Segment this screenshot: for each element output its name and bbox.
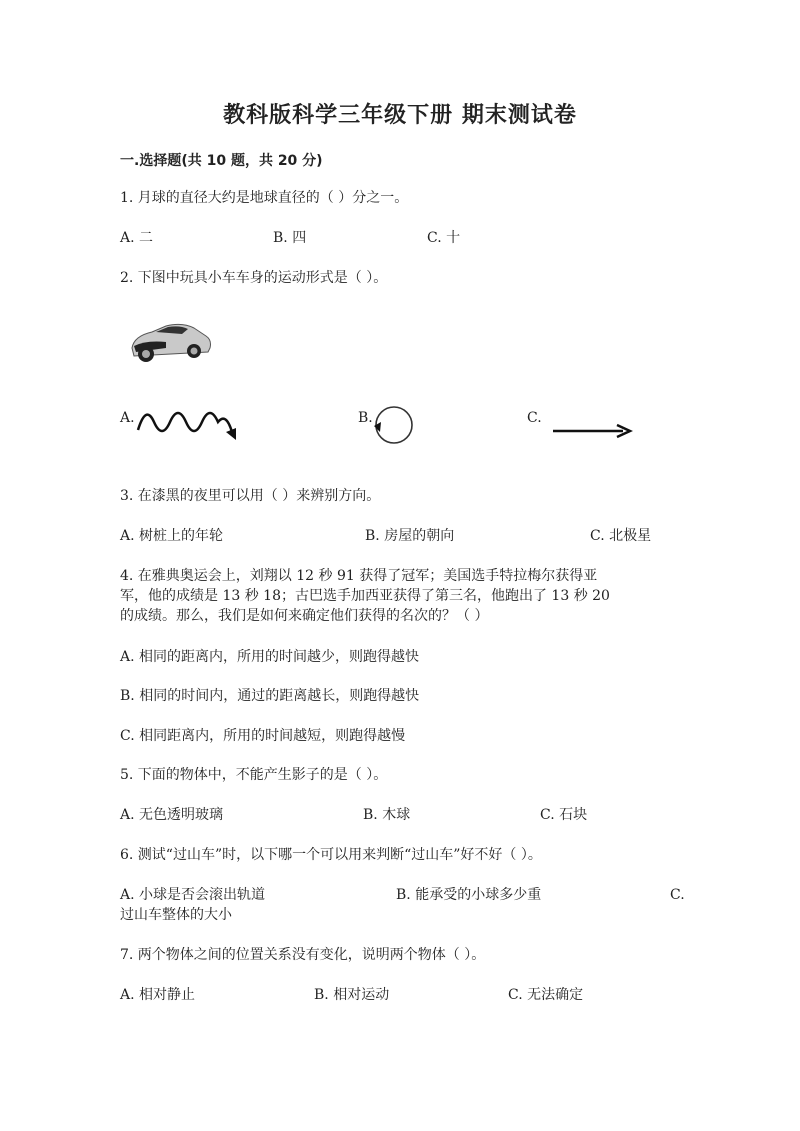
question-4-option-a: A. 相同的距离内，所用的时间越少，则跑得越快 [120, 649, 420, 665]
circular-arrow-icon [370, 404, 416, 446]
question-7-stem: 7. 两个物体之间的位置关系没有变化，说明两个物体（ ）。 [120, 947, 486, 963]
question-3-option-c: C. 北极星 [590, 528, 652, 544]
question-1-stem: 1. 月球的直径大约是地球直径的（ ）分之一。 [120, 190, 409, 206]
question-4-option-b: B. 相同的时间内，通过的距离越长，则跑得越快 [120, 688, 420, 704]
question-4-stem-line: 军，他的成绩是 13 秒 18；古巴选手加西亚获得了第三名，他跑出了 13 秒 20 [120, 588, 610, 604]
question-6-option-c-text: 过山车整体的大小 [120, 907, 232, 923]
question-2-option-a: A. [120, 410, 135, 426]
question-6-option-b: B. 能承受的小球多少重 [396, 887, 542, 903]
question-7-option-b: B. 相对运动 [314, 987, 390, 1003]
question-6-option-c: C. [670, 887, 685, 903]
question-1-option-b: B. 四 [273, 230, 307, 246]
question-4-stem-line: 4. 在雅典奥运会上，刘翔以 12 秒 91 获得了冠军；美国选手特拉梅尔获得亚 [120, 568, 598, 584]
question-4-option-c: C. 相同距离内，所用的时间越短，则跑得越慢 [120, 728, 406, 744]
question-4-stem-line: 的成绩。那么，我们是如何来确定他们获得的名次的？（ ） [120, 608, 489, 624]
question-3-option-a: A. 树桩上的年轮 [120, 528, 224, 544]
question-5-stem: 5. 下面的物体中，不能产生影子的是（ ）。 [120, 767, 388, 783]
toy-car-image [126, 318, 212, 366]
question-7-option-a: A. 相对静止 [120, 987, 196, 1003]
question-2-stem: 2. 下图中玩具小车车身的运动形式是（ ）。 [120, 270, 388, 286]
question-1-option-a: A. 二 [120, 230, 154, 246]
question-6-option-a: A. 小球是否会滚出轨道 [120, 887, 266, 903]
question-5-option-c: C. 石块 [540, 807, 588, 823]
section-heading: 一.选择题(共 10 题，共 20 分) [120, 153, 323, 169]
wavy-arrow-icon [136, 402, 242, 444]
question-7-option-c: C. 无法确定 [508, 987, 584, 1003]
question-4-stem [120, 566, 680, 626]
question-5-option-b: B. 木球 [363, 807, 411, 823]
page-title: 教科版科学三年级下册 期末测试卷 [223, 103, 577, 128]
straight-arrow-icon [551, 422, 633, 440]
question-6-stem: 6. 测试“过山车”时，以下哪一个可以用来判断“过山车”好不好（ ）。 [120, 847, 542, 863]
question-5-option-a: A. 无色透明玻璃 [120, 807, 224, 823]
question-2-option-c: C. [527, 410, 542, 426]
question-1-option-c: C. 十 [427, 230, 461, 246]
question-3-stem: 3. 在漆黑的夜里可以用（ ）来辨别方向。 [120, 488, 381, 504]
question-2-option-b: B. [358, 410, 373, 426]
question-3-option-b: B. 房屋的朝向 [365, 528, 455, 544]
